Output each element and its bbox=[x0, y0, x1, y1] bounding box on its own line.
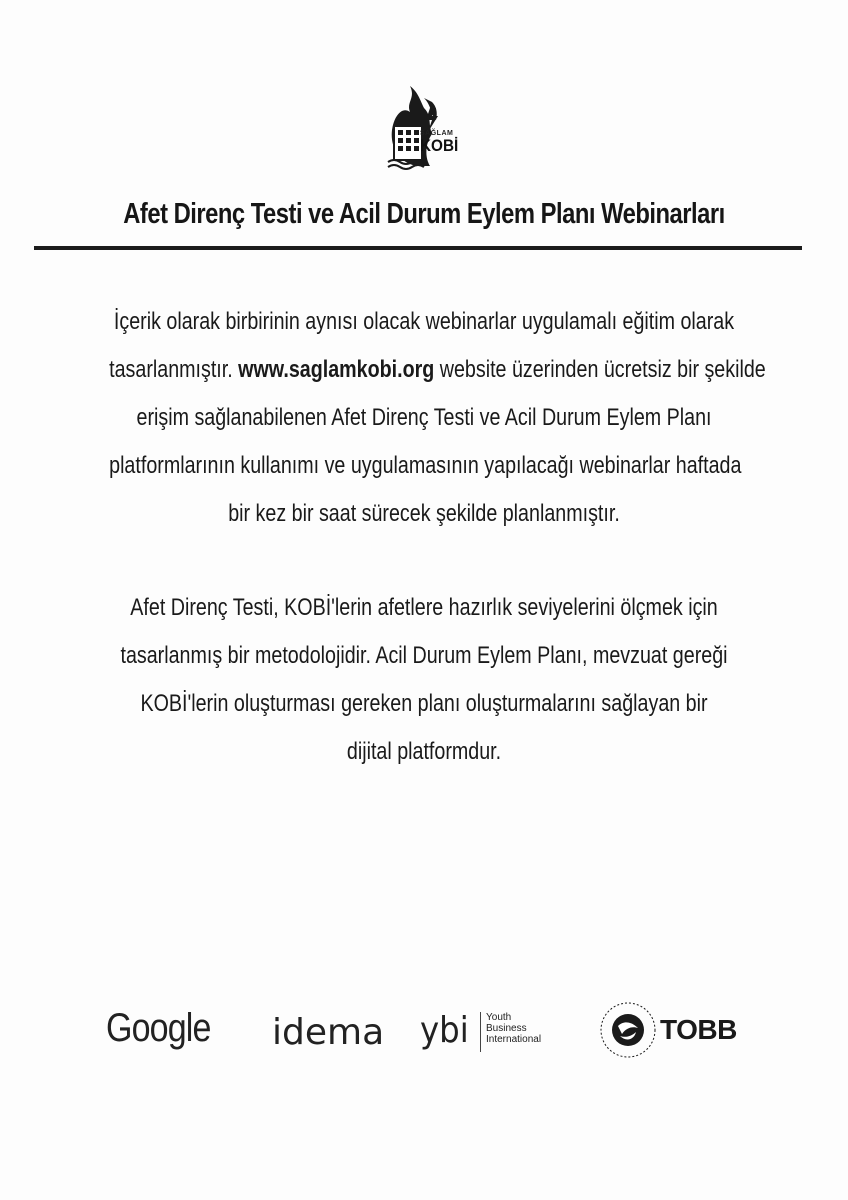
page-title: Afet Direnç Testi ve Acil Durum Eylem Planı Webinarları bbox=[123, 198, 725, 230]
tobb-wordmark: TOBB bbox=[660, 1014, 737, 1045]
paragraph-line-with-link bbox=[109, 346, 766, 394]
saglam-kobi-logo bbox=[380, 76, 464, 172]
idema-logo: idema bbox=[272, 1012, 385, 1053]
flame-shield-icon bbox=[380, 76, 464, 172]
paragraph-line: dijital platformdur. bbox=[346, 738, 502, 765]
google-logo: Google bbox=[106, 1006, 211, 1050]
ybi-logo bbox=[420, 1004, 560, 1060]
paragraph-line: Afet Direnç Testi, KOBİ'lerin afetlere hazırlık seviyelerini ölçmek için bbox=[130, 594, 718, 621]
ybi-wordmark: ybi bbox=[420, 1010, 469, 1051]
paragraph-line: İçerik olarak birbirinin aynısı olacak webinarlar uygulamalı eğitim olarak bbox=[113, 308, 735, 335]
line-text: tasarlanmıştır. bbox=[109, 356, 239, 383]
intro-paragraph bbox=[40, 298, 808, 538]
paragraph-line: platformlarının kullanımı ve uygulamasının yapılacağı webinarlar haftada bbox=[109, 452, 742, 479]
line-text: website üzerinden ücretsiz bir şekilde bbox=[434, 356, 766, 383]
paragraph-line: erişim sağlanabilenen Afet Direnç Testi ve Acil Durum Eylem Planı bbox=[136, 404, 712, 431]
ybi-separator bbox=[480, 1012, 481, 1052]
tobb-seal-icon bbox=[598, 1000, 658, 1060]
ybi-sub-line: Business bbox=[486, 1023, 527, 1034]
tobb-logo bbox=[598, 1000, 738, 1064]
website-link[interactable]: www.saglamkobi.org bbox=[238, 356, 435, 383]
partner-logos bbox=[0, 1000, 848, 1080]
paragraph-line: tasarlanmış bir metodolojidir. Acil Durum Eylem Planı, mevzuat gereği bbox=[120, 642, 728, 669]
ybi-subtitle bbox=[486, 1012, 541, 1045]
logo-small-text: SAĞLAM bbox=[420, 130, 454, 137]
paragraph-line: bir kez bir saat sürecek şekilde planlanmıştır. bbox=[228, 500, 620, 527]
logo-big-text: KOBİ bbox=[420, 136, 459, 155]
paragraph-line: KOBİ'lerin oluşturması gereken planı oluşturmalarını sağlayan bir bbox=[140, 690, 708, 717]
saglam-kobi-wordmark bbox=[420, 130, 464, 154]
description-paragraph bbox=[40, 584, 808, 776]
ybi-sub-line: Youth bbox=[486, 1012, 512, 1023]
title-divider bbox=[34, 246, 802, 250]
ybi-sub-line: International bbox=[486, 1034, 542, 1045]
